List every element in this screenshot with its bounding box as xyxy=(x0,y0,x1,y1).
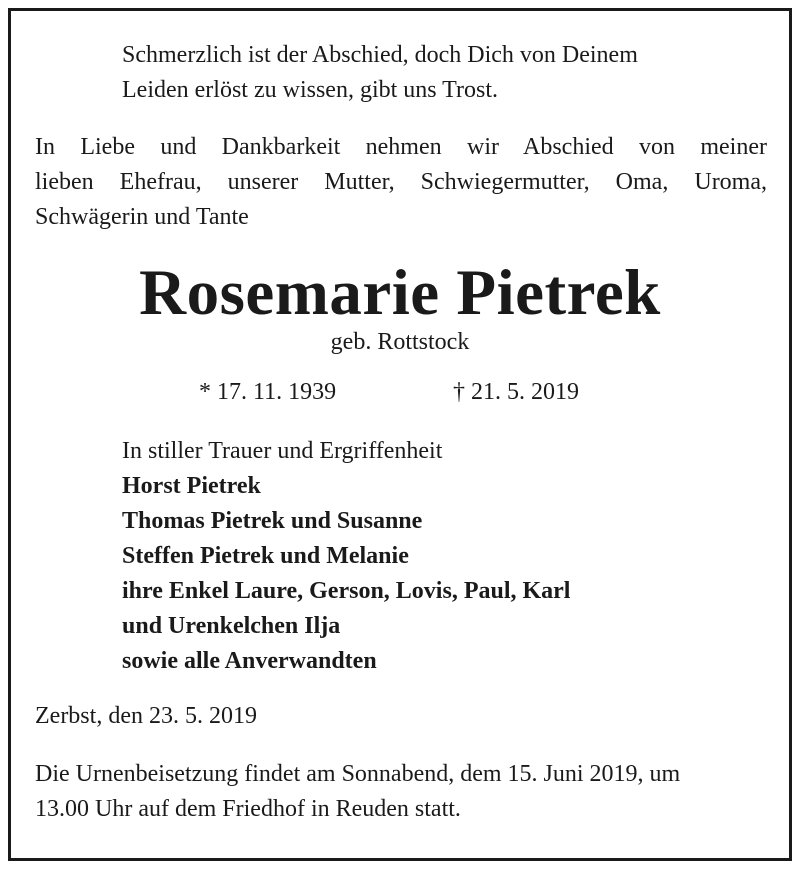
mourners-intro: In stiller Trauer und Ergriffenheit xyxy=(122,438,443,464)
mourner-name: Horst Pietrek xyxy=(122,473,261,499)
death-date: † 21. 5. 2019 xyxy=(453,379,579,405)
intro-line: In Liebe und Dankbarkeit nehmen wir Abschied von meiner xyxy=(35,134,767,160)
mourner-name: ihre Enkel Laure, Gerson, Lovis, Paul, Karl xyxy=(122,578,571,604)
mourner-name: sowie alle Anverwandten xyxy=(122,648,377,674)
funeral-info xyxy=(35,757,775,827)
intro-line: lieben Ehefrau, unserer Mutter, Schwiegermutter, Oma, Uroma, xyxy=(35,169,767,195)
funeral-line: Die Urnenbeisetzung findet am Sonnabend, dem 15. Juni 2019, um xyxy=(35,761,681,787)
mourner-name: Thomas Pietrek und Susanne xyxy=(122,508,423,534)
motto-line: Leiden erlöst zu wissen, gibt uns Trost. xyxy=(122,77,498,103)
funeral-line: 13.00 Uhr auf dem Friedhof in Reuden statt. xyxy=(35,796,461,822)
mourner-name: und Urenkelchen Ilja xyxy=(122,613,341,639)
motto-line: Schmerzlich ist der Abschied, doch Dich von Deinem xyxy=(122,42,638,68)
intro-line: Schwägerin und Tante xyxy=(35,204,249,230)
intro-paragraph xyxy=(35,130,767,235)
motto-verse xyxy=(122,38,762,108)
birth-date: * 17. 11. 1939 xyxy=(199,379,337,405)
mourner-name: Steffen Pietrek und Melanie xyxy=(122,543,409,569)
mourners-block xyxy=(122,434,762,679)
maiden-name: geb. Rottstock xyxy=(330,329,470,355)
deceased-name: Rosemarie Pietrek xyxy=(139,257,661,329)
place-and-date: Zerbst, den 23. 5. 2019 xyxy=(35,703,257,729)
